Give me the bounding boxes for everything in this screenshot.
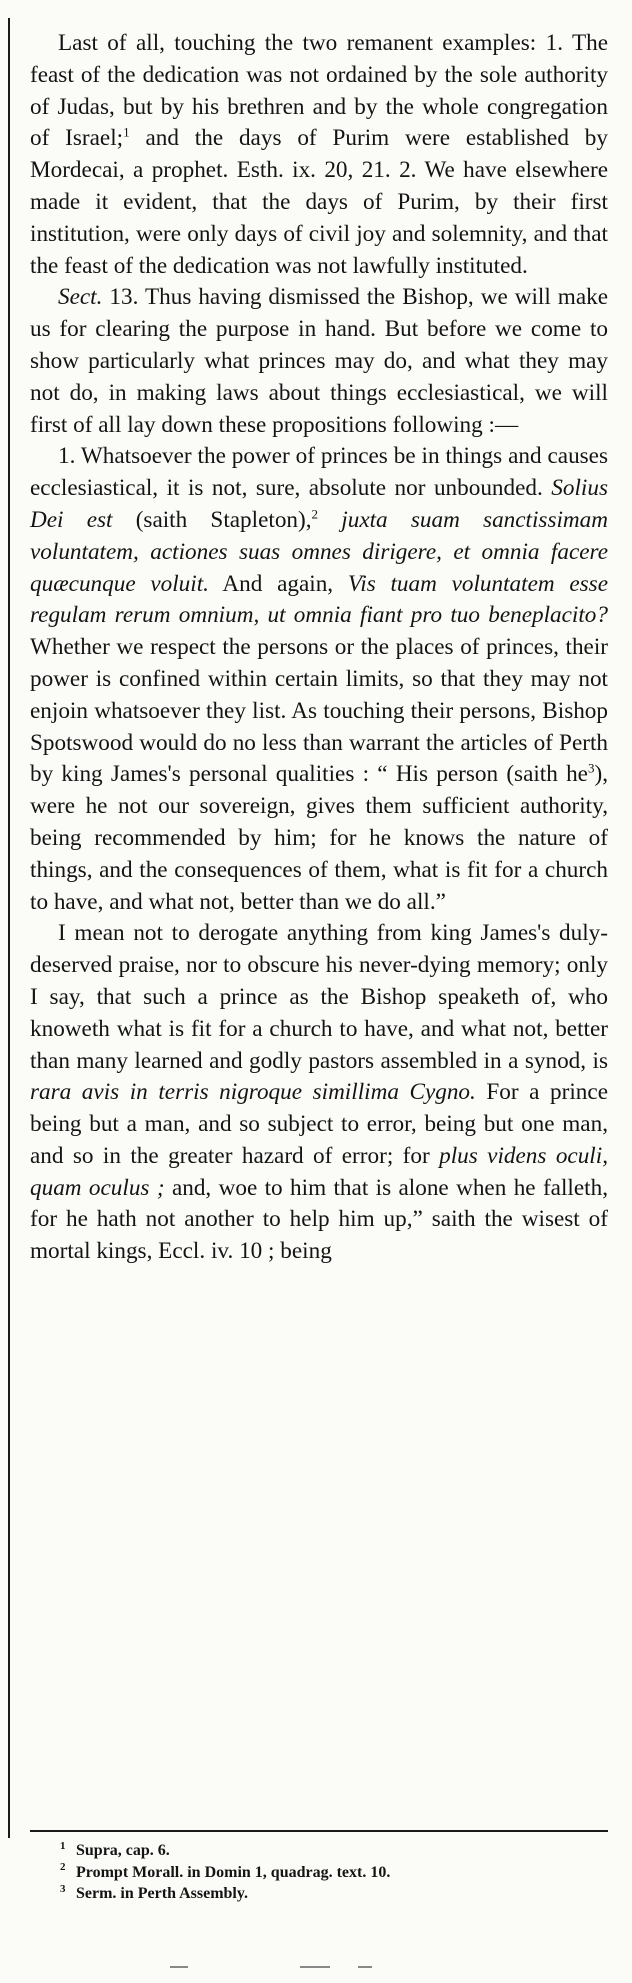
footnote: 1 Supra, cap. 6. xyxy=(60,1839,170,1859)
text-run: Last of all, touching the two remanent examples: 1. The feast of the dedication was not ordained by the sole authority of Judas, but by his brethren and by the whole congregation of Israel; xyxy=(30,30,608,152)
footnote-ref: 2 xyxy=(311,506,319,522)
italic-run: Solius Dei est xyxy=(30,475,608,533)
italic-run: Vis tuam voluntatem esse regulam rerum omnium, ut omnia fiant pro tuo beneplacito? xyxy=(30,570,608,629)
paragraph xyxy=(30,282,608,441)
footnote-text: Supra, cap. 6. xyxy=(76,1842,170,1859)
text-run: 13. Thus having dismissed the Bishop, we will make us for clearing the purpose in hand. But before we come to show particularly what princes may do, and what they may not do, in making laws about things ecclesiastical, we will first of all lay down these propositions following :— xyxy=(30,284,608,438)
text-run: 1. Whatsoever the power of princes be in things and causes ecclesiastical, it is not, sure, absolute nor unbounded. xyxy=(30,443,608,502)
page-bottom-marks xyxy=(0,1964,632,1970)
footnote-text: Prompt Morall. in Domin 1, quadrag. text. 10. xyxy=(76,1863,391,1881)
italic-run: juxta suam sanctissimam voluntatem, actiones suas omnes dirigere, et omnia facere quæcunque voluit. xyxy=(30,506,609,597)
text-run: I mean not to derogate anything from king James's duly-deserved praise, nor to obscure his never-dying memory; only I say, that such a prince as the Bishop speaketh of, who knoweth what is fit for a church to have, and what not, better than many learned and godly pastors assembled in a synod, is xyxy=(30,920,608,1074)
body-text xyxy=(30,28,608,1268)
text-run: (saith Stapleton), xyxy=(112,506,312,533)
text-run xyxy=(318,507,341,533)
left-margin-rule xyxy=(8,18,10,1838)
paragraph xyxy=(30,28,608,282)
paragraph xyxy=(30,918,608,1268)
text-run: And again, xyxy=(208,570,348,597)
footnote-text: Serm. in Perth Assembly. xyxy=(76,1885,248,1902)
footnote-ref: 1 xyxy=(123,124,130,140)
italic-run: rara avis in terris nigroque simillima Cygno. xyxy=(30,1079,476,1106)
footnote-separator xyxy=(30,1830,608,1832)
footnote: 2 Prompt Morall. in Domin 1, quadrag. text. 10. xyxy=(60,1861,391,1881)
italic-run: plus videns oculi, quam oculus ; xyxy=(30,1142,608,1201)
footnotes xyxy=(32,1840,608,1905)
text-run: and the days of Purim were established by Mordecai, a prophet. Esth. ix. 20, 21. 2. We have elsewhere made it evident, that the days of Purim, by their first institution, were only days of civil joy and solemnity, and that the feast of the dedication was not lawfully instituted. xyxy=(30,125,608,279)
text-run: ), were he not our sovereign, gives them sufficient authority, being recommended by him; for he knows the nature of things, and the consequences of them, what is fit for a church to have, and what not, better than we do all.” xyxy=(30,761,608,915)
paragraph xyxy=(30,441,608,918)
footnote: 3 Serm. in Perth Assembly. xyxy=(60,1882,248,1902)
bottom-dash-left xyxy=(170,1966,188,1968)
text-run: For a prince being but a man, and so subject to error, being but one man, and so in the greater hazard of error; for xyxy=(30,1079,608,1169)
text-run: and, woe to him that is alone when he falleth, for he hath not another to help him up,” saith the wisest of mortal kings, Eccl. iv. 10 ; being xyxy=(30,1174,608,1265)
text-run: Whether we respect the persons or the places of princes, their power is confined within certain limits, so that they may not enjoin whatsoever they list. As touching their persons, Bishop Spotswood would do no less than warrant the articles of Perth by king James's personal qualities : “ His person (saith he xyxy=(30,634,608,788)
footnote-ref: 3 xyxy=(587,760,595,776)
bottom-dash-right xyxy=(358,1966,372,1968)
italic-run: Sect. xyxy=(58,284,103,311)
bottom-dash-mid xyxy=(300,1966,330,1968)
